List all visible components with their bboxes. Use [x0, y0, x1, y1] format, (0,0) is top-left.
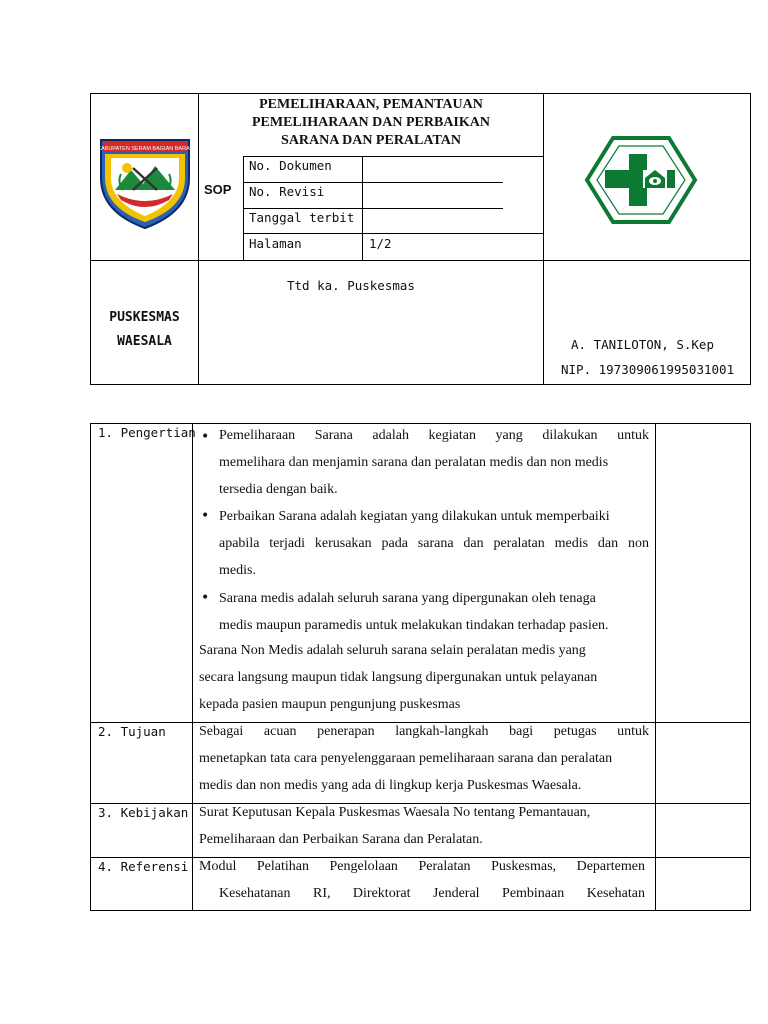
bullet-2-line-2: apabila terjadi kerusakan pada sarana dan peralatan medis dan non [219, 536, 649, 551]
pengertian-paragraph [199, 637, 649, 718]
tujuan-line-1: Sebagai acuan penerapan langkah-langkah bagi petugas untuk [199, 724, 649, 739]
referensi-line-2: Kesehatanan RI, Direktorat Jenderal Pembinaan Kesehatan [219, 886, 645, 901]
signer-nip: NIP. 197309061995031001 [561, 362, 735, 377]
bullet-1-line-2: memelihara dan menjamin sarana dan peralatan medis dan non medis [219, 455, 609, 470]
title-line-1: PEMELIHARAAN, PEMANTAUAN [259, 97, 483, 112]
pengertian-bullet-1 [219, 422, 649, 503]
meta-label-no-revisi: No. Revisi [249, 184, 325, 199]
kebijakan-line-1: Surat Keputusan Kepala Puskesmas Waesala No tentang Pemantauan, [199, 805, 591, 820]
meta-label-halaman: Halaman [249, 236, 302, 251]
signer-block [561, 332, 734, 382]
section-label-tujuan: 2. Tujuan [98, 724, 166, 739]
paragraph-line-2: secara langsung maupun tidak langsung dipergunakan untuk pelayanan [199, 670, 598, 685]
tujuan-line-2: menetapkan tata cara penyelenggaraan pemeliharaan sarana dan peralatan [199, 751, 613, 766]
bullet-2-line-1: Perbaikan Sarana adalah kegiatan yang dilakukan untuk memperbaiki [219, 509, 610, 524]
section-label-kebijakan: 3. Kebijakan [98, 805, 189, 820]
bullet-1-line-1: Pemeliharaan Sarana adalah kegiatan yang dilakukan untuk [219, 428, 649, 443]
section-label-referensi: 4. Referensi [98, 859, 189, 874]
tujuan-line-3: medis dan non medis yang ada di lingkup kerja Puskesmas Waesala. [199, 778, 582, 793]
referensi-text [199, 853, 645, 907]
meta-value-halaman: 1/2 [369, 236, 392, 251]
sop-header-table [90, 93, 751, 385]
ttd-label: Ttd ka. Puskesmas [287, 278, 415, 293]
puskesmas-name-line-2: WAESALA [117, 334, 172, 349]
sop-label: SOP [204, 182, 232, 197]
title-line-2: PEMELIHARAAN DAN PERBAIKAN [251, 115, 490, 130]
meta-label-tanggal-terbit: Tanggal terbit [249, 210, 355, 225]
title-line-3: SARANA DAN PERALATAN [281, 133, 461, 148]
signer-name: A. TANILOTON, S.Kep [571, 337, 714, 352]
referensi-line-1: Modul Pelatihan Pengelolaan Peralatan Puskesmas, Departemen [199, 859, 645, 874]
kebijakan-text [199, 799, 649, 853]
bullet-2-line-3: medis. [219, 563, 256, 578]
pengertian-bullet-3 [219, 585, 649, 639]
district-logo-text: KABUPATEN SERAM BAGIAN BARAT [97, 146, 193, 152]
bullet-1-line-3: tersedia dengan baik. [219, 482, 338, 497]
paragraph-line-1: Sarana Non Medis adalah seluruh sarana selain peralatan medis yang [199, 643, 586, 658]
puskesmas-logo [581, 134, 701, 226]
tujuan-text [199, 718, 649, 799]
paragraph-line-3: kepada pasien maupun pengunjung puskesmas [199, 697, 461, 712]
meta-label-no-dokumen: No. Dokumen [249, 158, 332, 173]
kebijakan-line-2: Pemeliharaan dan Perbaikan Sarana dan Peralatan. [199, 832, 483, 847]
district-logo [97, 134, 193, 230]
bullet-marker-3: • [201, 590, 210, 606]
section-label-pengertian: 1. Pengertian [98, 425, 196, 440]
bullet-3-line-1: Sarana medis adalah seluruh sarana yang dipergunakan oleh tenaga [219, 591, 596, 606]
bullet-marker-2: • [201, 508, 210, 524]
bullet-marker-1: • [201, 429, 210, 445]
pengertian-bullet-2 [219, 503, 649, 584]
puskesmas-name-line-1: PUSKESMAS [109, 310, 180, 325]
puskesmas-name [91, 306, 198, 354]
bullet-3-line-2: medis maupun paramedis untuk melakukan tindakan terhadap pasien. [219, 618, 609, 633]
sop-content-table [90, 423, 751, 911]
document-title [199, 96, 543, 150]
